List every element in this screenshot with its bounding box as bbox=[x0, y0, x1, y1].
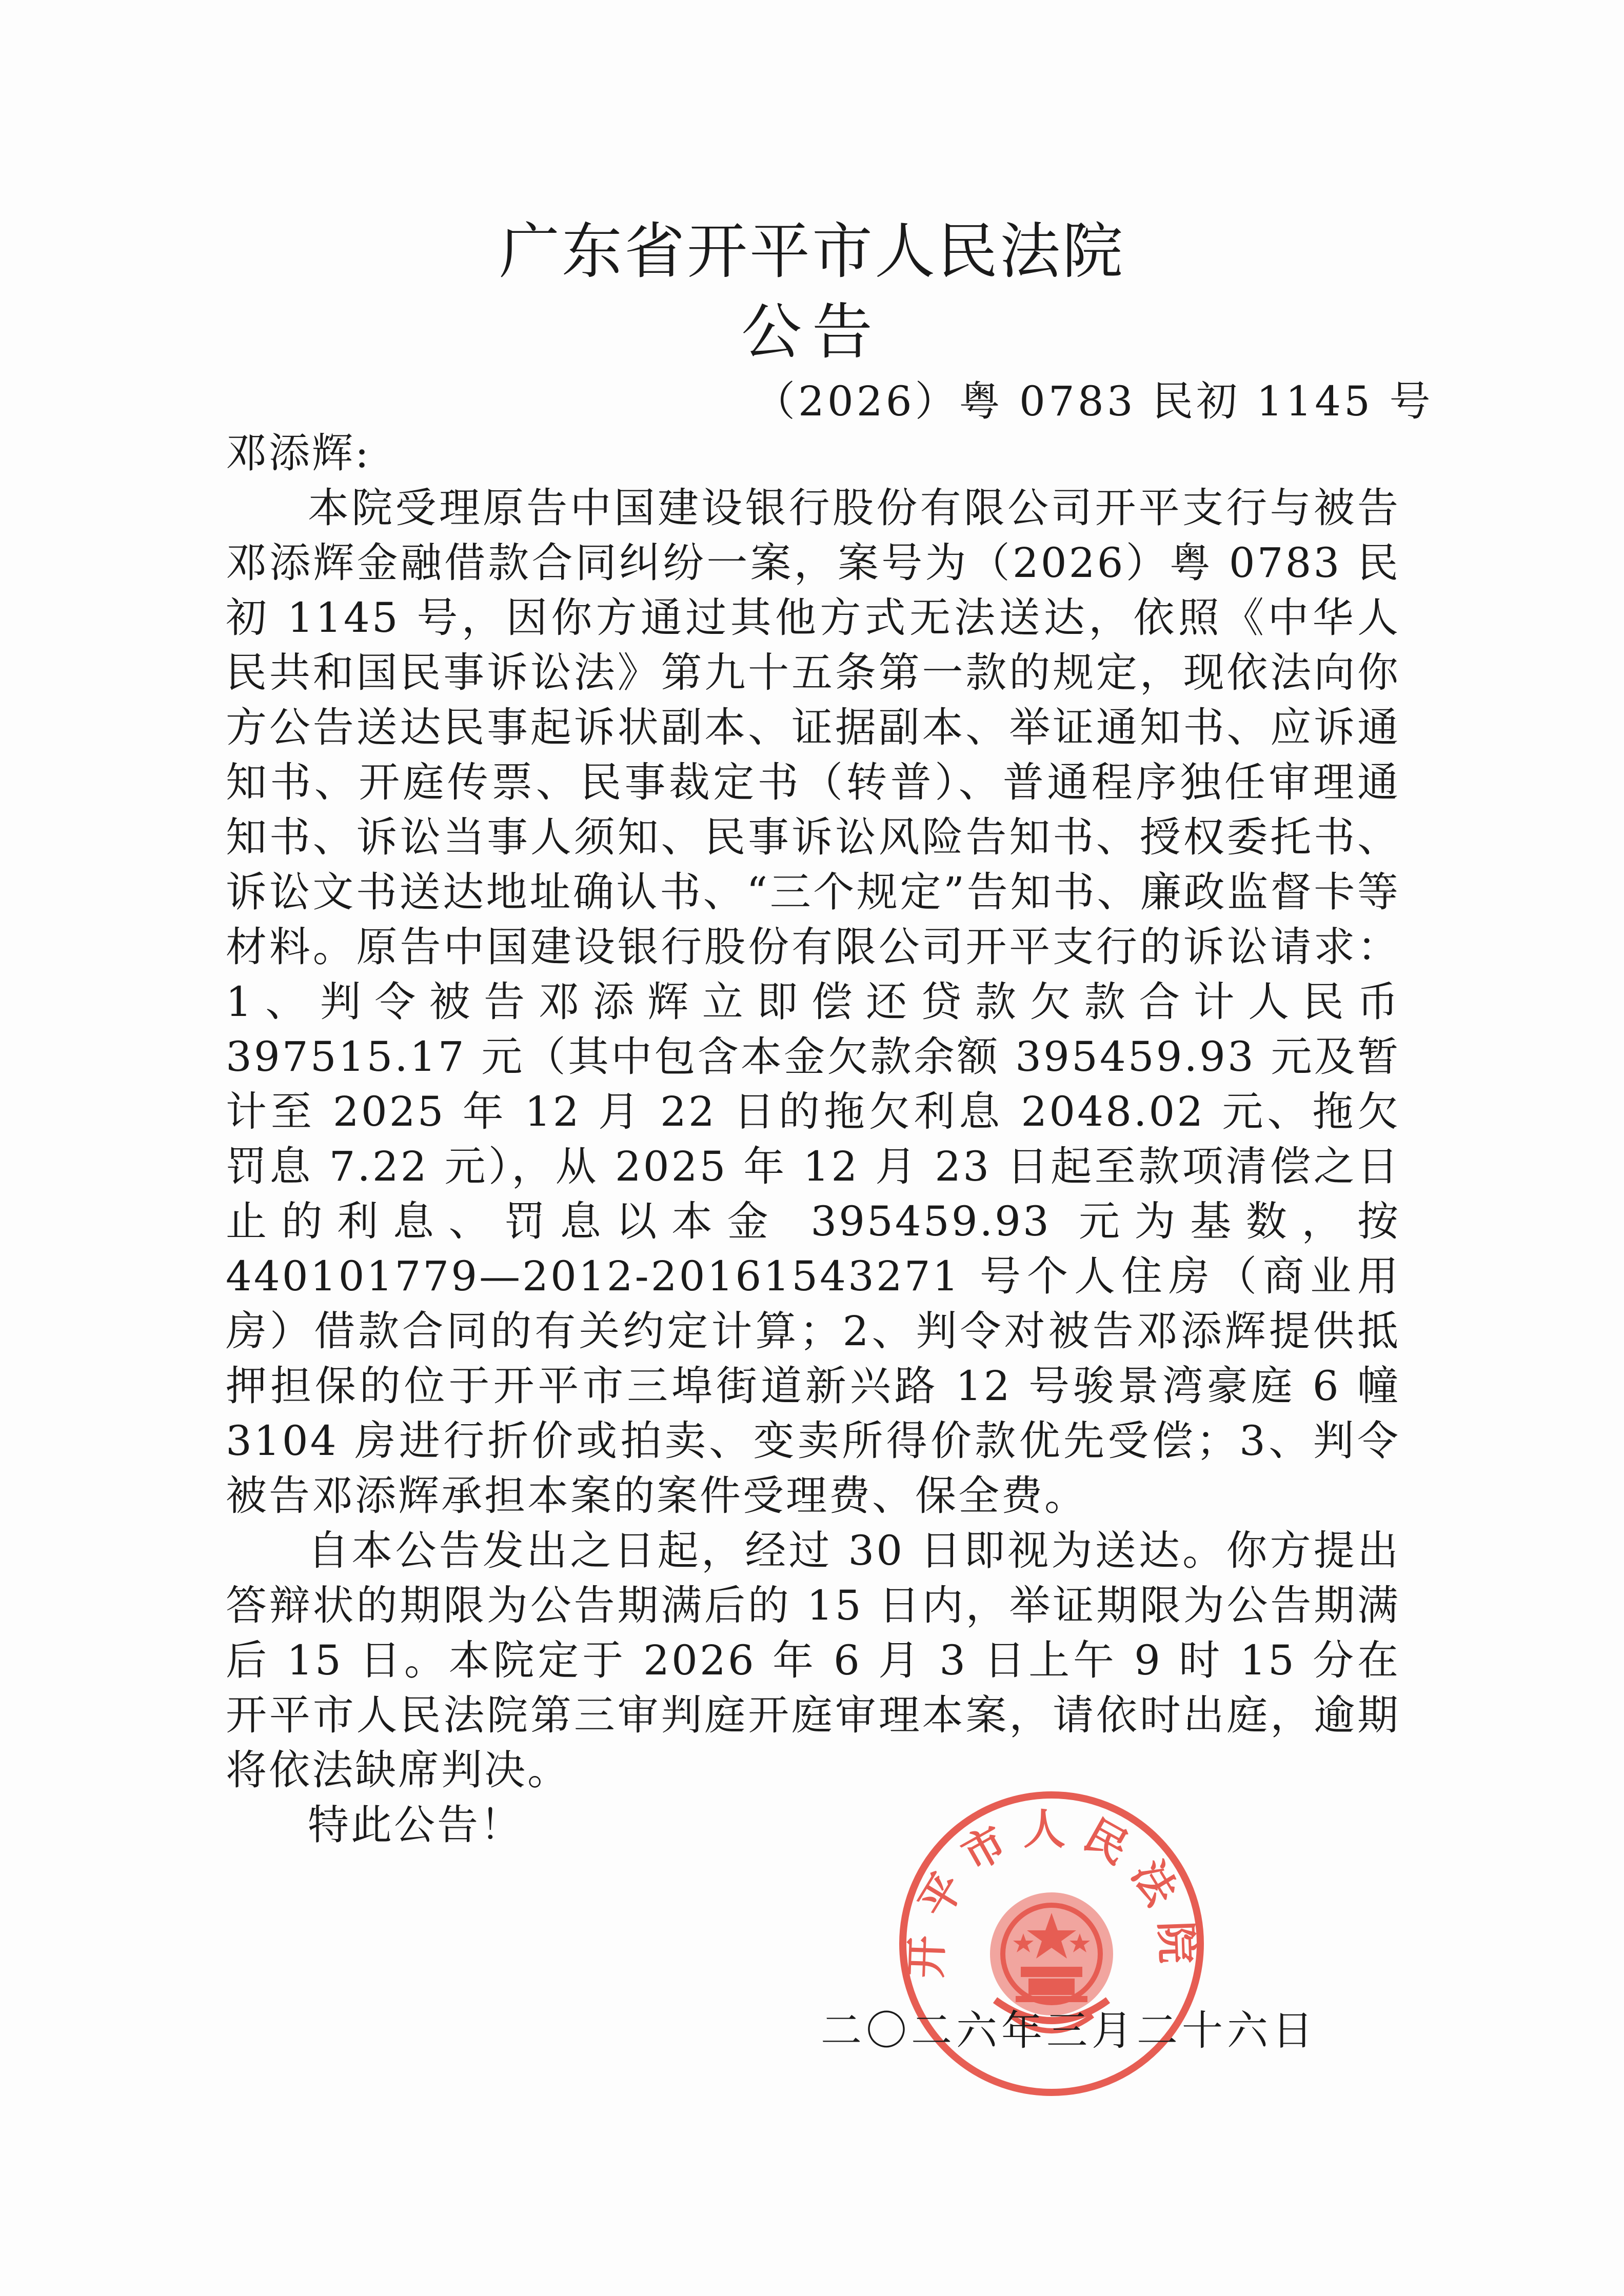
notice-title: 公告 bbox=[741, 296, 883, 367]
paragraph-main: 本院受理原告中国建设银行股份有限公司开平支行与被告邓添辉金融借款合同纠纷一案，案号为（2026）粤 0783 民初 1145 号，因你方通过其他方式无法送达，依照《中华人民共和国民事诉讼法》第九十五条第一款的规定，现依法向你方公告送达民事起诉状副本、证据副本、举证通知书、应诉通知书、开庭传票、民事裁定书（转普）、普通程序独任审理通知书、诉讼当事人须知、民事诉讼风险告知书、授权委托书、诉讼文书送达地址确认书、“三个规定”告知书、廉政监督卡等材料。原告中国建设银行股份有限公司开平支行的诉讼请求：1、判令被告邓添辉立即偿还贷款欠款合计人民币 397515.17 元（其中包含本金欠款余额 395459.93 元及暂计至 2025 年 12 月 22 日的拖欠利息 2048.02 元、拖欠罚息 7.22 元），从 2025 年 12 月 23 日起至款项清偿之日止的利息、罚息以本金 395459.93 元为基数，按 440101779—2012-20161543271 号个人住房（商业用房）借款合同的有关约定计算；2、判令对被告邓添辉提供抵押担保的位于开平市三埠街道新兴路 12 号骏景湾豪庭 6 幢 3104 房进行折价或拍卖、变卖所得价款优先受偿；3、判令被告邓添辉承担本案的案件受理费、保全费。 bbox=[226, 484, 1400, 1520]
court-name-heading: 广东省开平市人民法院 bbox=[499, 216, 1125, 287]
addressee: 邓添辉: bbox=[226, 429, 371, 477]
case-number: （2026）粤 0783 民初 1145 号 bbox=[754, 377, 1434, 425]
paragraph-service: 自本公告发出之日起，经过 30 日即视为送达。你方提出答辩状的期限为公告期满后的 15 日内，举证期限为公告期满后 15 日。本院定于 2026 年 6 月 3 日上午 9 时 15 分在开平市人民法院第三审判庭开庭审理本案，请依时出庭，逾期将依法缺席判决。 bbox=[226, 1527, 1400, 1794]
paragraph-closing: 特此公告！ bbox=[308, 1801, 523, 1849]
issue-date: 二〇二六年三月二十六日 bbox=[821, 2007, 1317, 2054]
notice-body bbox=[226, 426, 1400, 1852]
seal-text: 开平市人民法院 bbox=[902, 1805, 1201, 1979]
